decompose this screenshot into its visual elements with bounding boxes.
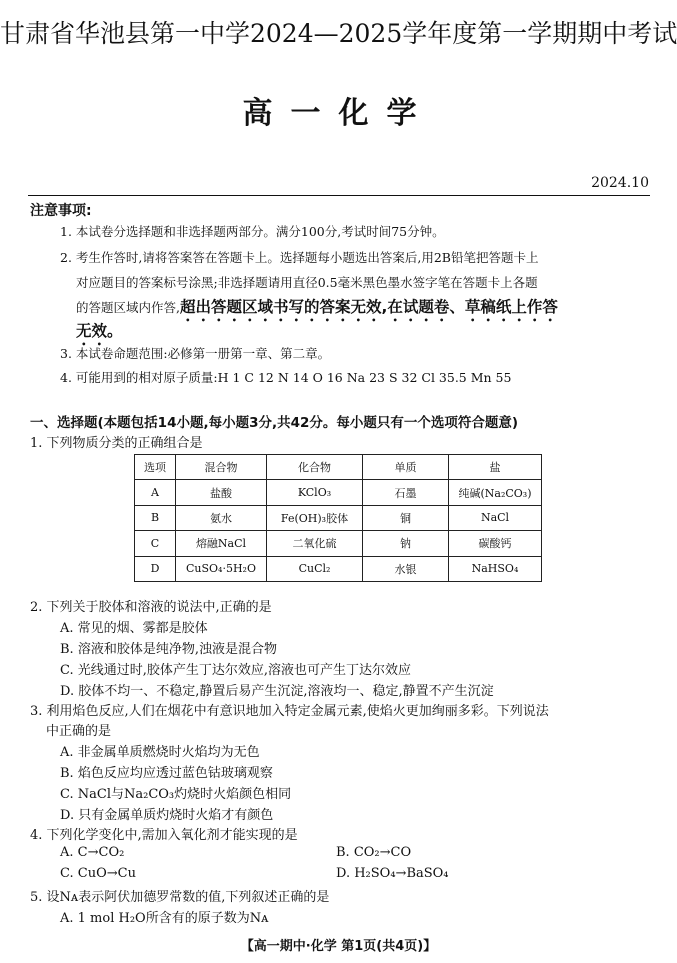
table-header-cell: 化合物 — [267, 455, 363, 480]
table-cell: C — [135, 531, 176, 556]
table-cell: A — [135, 480, 176, 505]
note-item-2-emphasis-a: 超出答题区域书写的答案无效,在试题卷、草稿纸上作答 — [179, 298, 558, 316]
note-item-2-line-3 — [76, 295, 558, 325]
question-3-stem-line-1: 3. 利用焰色反应,人们在烟花中有意识地加入特定金属元素,使焰火更加绚丽多彩。下列说法 — [30, 704, 549, 719]
table-cell: NaCl — [449, 505, 542, 530]
table-cell: 铜 — [363, 505, 449, 530]
question-2-option-a: A. 常见的烟、雾都是胶体 — [60, 621, 208, 636]
note-item-1: 1. 本试卷分选择题和非选择题两部分。满分100分,考试时间75分钟。 — [60, 224, 445, 239]
question-3-option-a: A. 非金属单质燃烧时火焰均为无色 — [60, 745, 260, 760]
subject-title: 高一化学 — [242, 96, 435, 131]
question-4-option-d: D. H₂SO₄→BaSO₄ — [336, 866, 449, 881]
table-row — [135, 556, 542, 581]
question-3-option-c: C. NaCl与Na₂CO₃灼烧时火焰颜色相同 — [60, 787, 292, 802]
question-4-stem: 4. 下列化学变化中,需加入氧化剂才能实现的是 — [30, 828, 298, 843]
table-cell: NaHSO₄ — [449, 556, 542, 581]
question-3-option-b: B. 焰色反应均应透过蓝色钴玻璃观察 — [60, 766, 273, 781]
table-cell: CuCl₂ — [267, 556, 363, 581]
question-4-option-b: B. CO₂→CO — [336, 845, 412, 860]
note-item-2-line-2: 对应题目的答案标号涂黑;非选择题请用直径0.5毫米黑色墨水签字笔在答题卡上各题 — [76, 275, 538, 290]
table-cell: 氨水 — [176, 505, 267, 530]
table-row — [135, 531, 542, 556]
header-divider — [28, 195, 650, 196]
note-item-4: 4. 可能用到的相对原子质量:H 1 C 12 N 14 O 16 Na 23 S 32 Cl 35.5 Mn 55 — [60, 370, 512, 385]
table-cell: 碳酸钙 — [449, 531, 542, 556]
table-cell: D — [135, 556, 176, 581]
table-row — [135, 480, 542, 505]
table-header-row — [135, 455, 542, 480]
table-header-cell: 选项 — [135, 455, 176, 480]
question-5-option-a: A. 1 mol H₂O所含有的原子数为Nᴀ — [60, 911, 269, 926]
table-cell: Fe(OH)₃胶体 — [267, 505, 363, 530]
question-3-option-d: D. 只有金属单质灼烧时火焰才有颜色 — [60, 808, 274, 823]
question-2-option-b: B. 溶液和胶体是纯净物,浊液是混合物 — [60, 642, 277, 657]
table-cell: 石墨 — [363, 480, 449, 505]
question-4-option-a: A. C→CO₂ — [60, 845, 125, 860]
page-footer: 【高一期中·化学 第1页(共4页)】 — [240, 939, 437, 954]
table-cell: 纯碱(Na₂CO₃) — [449, 480, 542, 505]
question-5-stem: 5. 设Nᴀ表示阿伏加德罗常数的值,下列叙述正确的是 — [30, 890, 330, 905]
table-header-cell: 单质 — [363, 455, 449, 480]
question-1-stem: 1. 下列物质分类的正确组合是 — [30, 436, 203, 451]
exam-title: 甘肃省华池县第一中学2024—2025学年度第一学期期中考试 — [0, 19, 677, 48]
table-header-cell: 混合物 — [176, 455, 267, 480]
question-3-stem-line-2: 中正确的是 — [46, 724, 112, 739]
table-cell: 二氧化硫 — [267, 531, 363, 556]
table-header-cell: 盐 — [449, 455, 542, 480]
table-cell: 熔融NaCl — [176, 531, 267, 556]
note-item-3: 3. 本试卷命题范围:必修第一册第一章、第二章。 — [60, 346, 331, 361]
notes-title: 注意事项: — [30, 203, 92, 219]
section-heading-choice: 一、选择题(本题包括14小题,每小题3分,共42分。每小题只有一个选项符合题意) — [30, 415, 519, 431]
question-2-stem: 2. 下列关于胶体和溶液的说法中,正确的是 — [30, 600, 272, 615]
table-cell: 钠 — [363, 531, 449, 556]
table-cell: CuSO₄·5H₂O — [176, 556, 267, 581]
table-cell: B — [135, 505, 176, 530]
question-4-option-c: C. CuO→Cu — [60, 866, 136, 881]
question-2-option-d: D. 胶体不均一、不稳定,静置后易产生沉淀,溶液均一、稳定,静置不产生沉淀 — [60, 684, 494, 699]
table-row — [135, 505, 542, 530]
table-cell: KClO₃ — [267, 480, 363, 505]
table-cell: 盐酸 — [176, 480, 267, 505]
note-item-2-emphasis-b: 无效。 — [76, 322, 123, 340]
exam-date: 2024.10 — [591, 175, 649, 191]
table-cell: 水银 — [363, 556, 449, 581]
note-item-2-text: 的答题区域内作答, — [76, 300, 180, 315]
question-2-option-c: C. 光线通过时,胶体产生丁达尔效应,溶液也可产生丁达尔效应 — [60, 663, 412, 678]
note-item-2-line-1: 2. 考生作答时,请将答案答在答题卡上。选择题每小题选出答案后,用2B铅笔把答题卡上 — [60, 250, 539, 265]
classification-table — [134, 454, 542, 582]
